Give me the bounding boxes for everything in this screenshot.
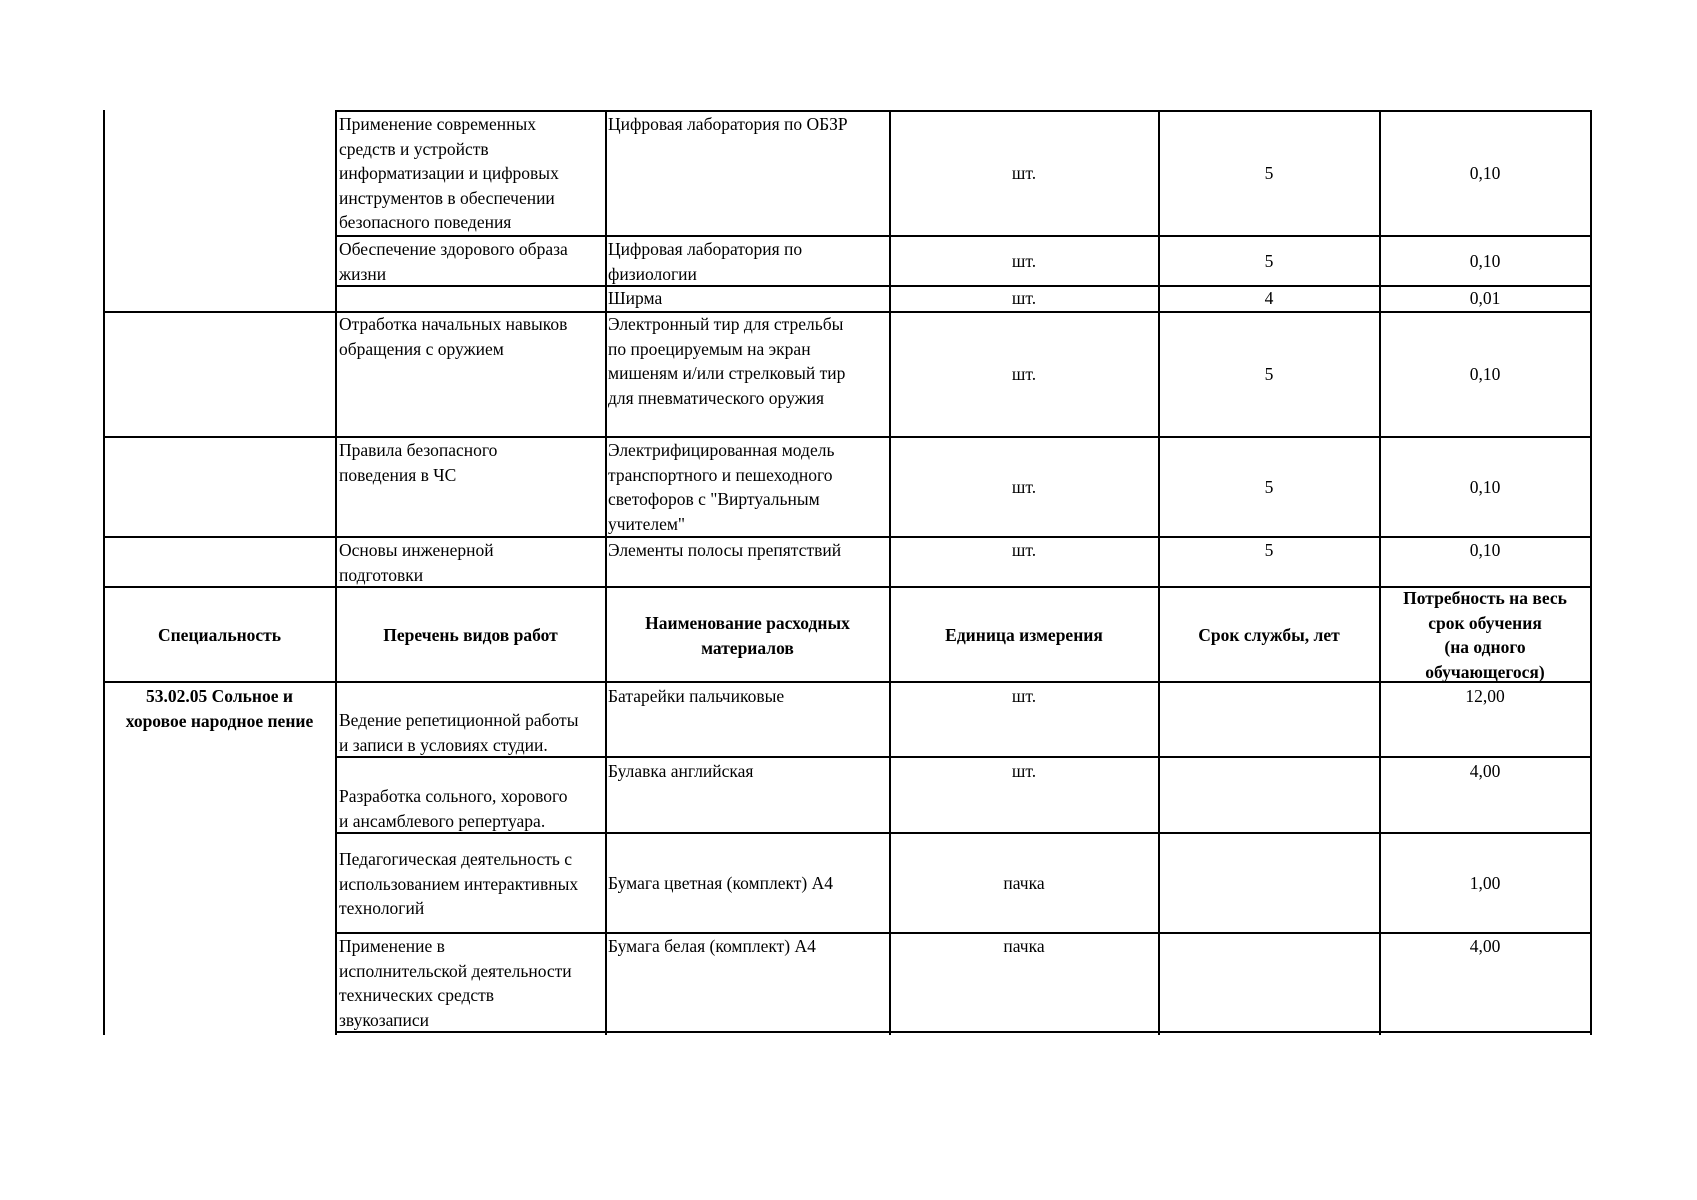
works-cell: Правила безопасного поведения в ЧС [339, 440, 498, 485]
need-cell: 12,00 [1465, 686, 1505, 706]
service-life-cell: 5 [1264, 477, 1274, 497]
material-cell: Ширма [608, 288, 663, 308]
header-service-life: Срок службы, лет [1198, 625, 1340, 645]
works-cell: Педагогическая деятельность с использованием интерактивных технологий [339, 849, 579, 918]
material-cell: Булавка английская [608, 761, 754, 781]
works-cell: Разработка сольного, хорового и ансамблевого репертуара. [339, 786, 568, 831]
header-specialty: Специальность [157, 625, 282, 645]
unit-cell: шт. [1011, 288, 1037, 308]
unit-cell: шт. [1011, 251, 1037, 271]
need-cell: 0,10 [1469, 540, 1501, 560]
grid-line [103, 110, 105, 1035]
need-cell: 0,10 [1469, 251, 1501, 271]
specialty-name: 53.02.05 Сольное и хоровое народное пение [125, 686, 314, 731]
header-need: Потребность на весь срок обучения (на одного обучающегося) [1403, 588, 1567, 682]
service-life-cell: 4 [1264, 288, 1274, 308]
unit-cell: шт. [1011, 364, 1037, 384]
grid-line [103, 586, 1591, 588]
grid-line [335, 110, 337, 1035]
works-cell: Ведение репетиционной работы и записи в условиях студии. [339, 710, 579, 755]
need-cell: 0,01 [1469, 288, 1501, 308]
works-cell: Применение в исполнительской деятельности технических средств звукозаписи [339, 936, 572, 1030]
grid-line [1590, 110, 1592, 1035]
header-unit: Единица измерения [945, 625, 1103, 645]
unit-cell: шт. [1011, 686, 1037, 706]
service-life-cell: 5 [1264, 163, 1274, 183]
material-cell: Электрифицированная модель транспортного и пешеходного светофоров с "Виртуальным учителем" [608, 440, 835, 534]
unit-cell: шт. [1011, 540, 1037, 560]
service-life-cell: 5 [1264, 251, 1274, 271]
need-cell: 1,00 [1469, 873, 1501, 893]
need-cell: 0,10 [1469, 163, 1501, 183]
unit-cell: шт. [1011, 163, 1037, 183]
header-materials: Наименование расходных материалов [645, 613, 850, 658]
material-cell: Электронный тир для стрельбы по проецируемым на экран мишеням и/или стрелковый тир для пневматического оружия [608, 314, 846, 408]
material-cell: Цифровая лаборатория по ОБЗР [608, 114, 848, 134]
unit-cell: пачка [1003, 873, 1045, 893]
material-cell: Батарейки пальчиковые [608, 686, 785, 706]
material-cell: Бумага цветная (комплект) А4 [608, 873, 833, 893]
unit-cell: шт. [1011, 477, 1037, 497]
need-cell: 0,10 [1469, 364, 1501, 384]
material-cell: Цифровая лаборатория по физиологии [608, 239, 803, 284]
service-life-cell: 5 [1264, 540, 1274, 560]
grid-line [103, 681, 1591, 683]
need-cell: 0,10 [1469, 477, 1501, 497]
works-cell: Обеспечение здорового образа жизни [339, 239, 568, 284]
grid-line [605, 110, 607, 1035]
need-cell: 4,00 [1469, 936, 1501, 956]
material-cell: Элементы полосы препятствий [608, 540, 842, 560]
material-cell: Бумага белая (комплект) А4 [608, 936, 816, 956]
works-cell: Отработка начальных навыков обращения с оружием [339, 314, 568, 359]
header-works: Перечень видов работ [383, 625, 558, 645]
need-cell: 4,00 [1469, 761, 1501, 781]
unit-cell: шт. [1011, 761, 1037, 781]
service-life-cell: 5 [1264, 364, 1274, 384]
works-cell: Применение современных средств и устройств информатизации и цифровых инструментов в обеспечении безопасного поведения [339, 114, 559, 232]
unit-cell: пачка [1003, 936, 1045, 956]
works-cell: Основы инженерной подготовки [339, 540, 494, 585]
